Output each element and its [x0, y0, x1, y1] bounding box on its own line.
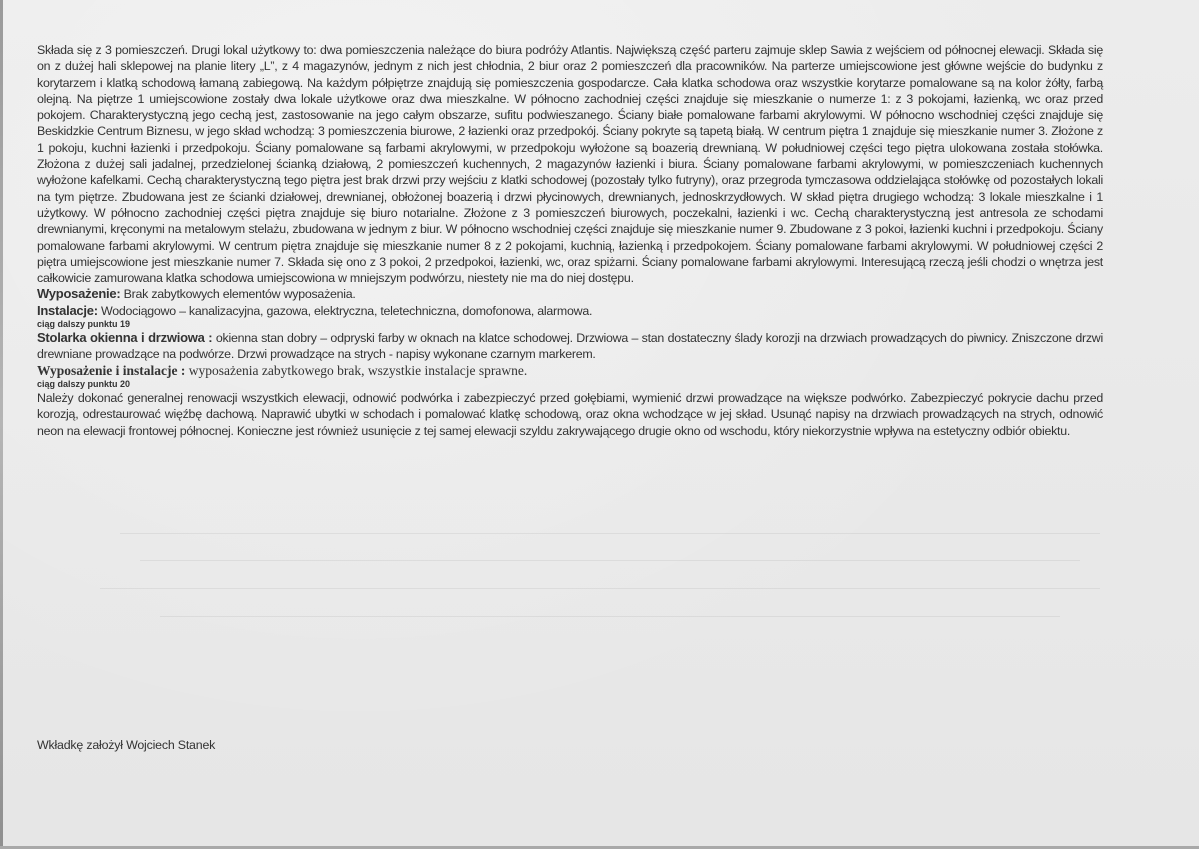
stolarka-label: Stolarka okienna i drzwiowa :: [37, 330, 213, 346]
zalecenia-paragraph: Należy dokonać generalnej renowacji wszystkich elewacji, odnowić podwórka i zabezpieczyć przed gołębiami, wymienić drzwi prowadzące na większe podwórko. Zabezpieczyć pokrycie dachu przed korozją, odrestaurować więźbę dachową. Naprawić ubytki w schodach i pomalować klatkę schodową, oraz okna wchodzące w jej skład. Usunąć napisy na drzwiach prowadzących na strych, odnowić neon na elewacji frontowej północnej. Konieczne jest również usunięcie z tej samej elewacji szyldu zakrywającego drugie okno od wschodu, który niekorzystnie wpływa na estetyczny odbiór obiektu.: [37, 390, 1103, 438]
wyposazenie-instalacje-line: [37, 363, 1103, 379]
stolarka-paragraph: [37, 330, 1103, 363]
continuation-note-19: ciąg dalszy punktu 19: [37, 319, 131, 330]
author-footer: Wkładkę założył Wojciech Stanek: [37, 738, 216, 752]
scan-edge-left: [0, 0, 3, 849]
wyposazenie-line: [37, 286, 1103, 302]
continuation-note-20: ciąg dalszy punktu 20: [37, 378, 131, 389]
stolarka-text: okienna stan dobry – odpryski farby w oknach na klatce schodowej. Drzwiowa – stan dostateczny ślady korozji na drzwiach prowadzących do piwnicy. Zniszczone drzwi drewniane prowadzące na podwórze. Drzwi prowadzące na strych - napisy wykonane czarnym markerem.: [37, 331, 1103, 362]
wyposazenie-instalacje-text: wyposażenia zabytkowego brak, wszystkie instalacje sprawne.: [185, 362, 528, 378]
show-through-line: [100, 588, 1100, 589]
show-through-line: [120, 533, 1100, 534]
show-through-line: [160, 616, 1060, 617]
wyposazenie-instalacje-label: Wyposażenie i instalacje :: [37, 362, 186, 378]
wyposazenie-label: Wyposażenie:: [37, 286, 121, 302]
instalacje-text: Wodociągowo – kanalizacyjna, gazowa, elektryczna, teletechniczna, domofonowa, alarmowa.: [97, 303, 593, 318]
instalacje-label: Instalacje:: [37, 302, 98, 318]
show-through-line: [140, 560, 1080, 561]
instalacje-line: [37, 303, 1103, 319]
description-paragraph: Składa się z 3 pomieszczeń. Drugi lokal użytkowy to: dwa pomieszczenia należące do biura podróży Atlantis. Największą część parteru zajmuje sklep Sawia z wejściem od północnej elewacji. Składa się on z dużej hali sklepowej na planie litery „L”, z 4 magazynów, jednym z nich jest chłodnia, 2 biur oraz 2 pomieszczeń dla pracowników. Na parterze umiejscowione jest główne wejście do budynku z korytarzem i klatką schodową łamaną zabiegową. Na każdym półpiętrze znajdują się pomieszczenia gospodarcze. Cała klatka schodowa oraz wszystkie korytarze pomalowane są na kolor żółty, farbą olejną. Na piętrze 1 umiejscowione zostały dwa lokale użytkowe oraz dwa mieszkalne. W północno zachodniej części znajduje się mieszkanie o numerze 1: z 3 pokojami, łazienką, wc oraz przed pokojem. Charakterystyczną jego cechą jest, zastosowanie na jego całym obszarze, sufitu podwieszanego. Ściany białe pomalowane farbami akrylowymi. W północno wschodniej części znajduje się Beskidzkie Centrum Biznesu, w jego skład wchodzą: 3 pomieszczenia biurowe, 2 łazienki oraz przedpokój. Ściany pokryte są tapetą białą. W centrum piętra 1 znajduje się mieszkanie numer 3. Złożone z 1 pokoju, kuchni łazienki i przedpokoju. Ściany pomalowane są farbami akrylowymi, w przedpokoju wyłożone są boazerią drewnianą. W południowej części tego piętra ulokowana została stołówka. Złożona z dużej sali jadalnej, przedzielonej ścianką działową, 2 pomieszczeń kuchennych, 2 magazynów łazienki i biura. Ściany pomalowane farbami akrylowymi, w pomieszczeniach kuchennych wyłożone kafelkami. Cechą charakterystyczną tego piętra jest brak drzwi przy wejściu z klatki schodowej (pozostały tylko futryny), oraz przegroda tymczasowa oddzielająca stołówkę od pozostałych lokali na tym piętrze. Zbudowana jest ze ścianki działowej, drewnianej, obłożonej boazerią i drzwi płycinowych, drewnianych, jednoskrzydłowych. W skład piętra drugiego wchodzą: 3 lokale mieszkalne i 1 użytkowy. W północno zachodniej części piętra znajduje się biuro notarialne. Złożone z 3 pomieszczeń biurowych, poczekalni, łazienki i wc. Cechą charakterystyczną jest antresola ze schodami drewnianymi, kręconymi na metalowym stelażu, zbudowana w jednym z biur. W północno wschodniej części znajduje się mieszkanie numer 9. Zbudowane z 3 pokoi, łazienki kuchni i przedpokoju. Ściany pomalowane farbami akrylowymi. W centrum piętra znajduje się mieszkanie numer 8 z 2 pokojami, kuchnią, łazienką i przedpokojem. Ściany pomalowane farbami akrylowymi. W południowej części 2 piętra umiejscowione jest mieszkanie numer 7. Składa się ono z 3 pokoi, 2 przedpokoi, łazienki, wc, oraz spiżarni. Ściany pomalowane farbami akrylowymi. Interesującą rzeczą jeśli chodzi o wnętrza jest całkowicie zamurowana klatka schodowa umiejscowiona w mniejszym podwórzu, niestety nie ma do niej dostępu.: [37, 43, 1103, 286]
wyposazenie-text: Brak zabytkowych elementów wyposażenia.: [120, 287, 356, 302]
document-body: [37, 42, 1103, 439]
